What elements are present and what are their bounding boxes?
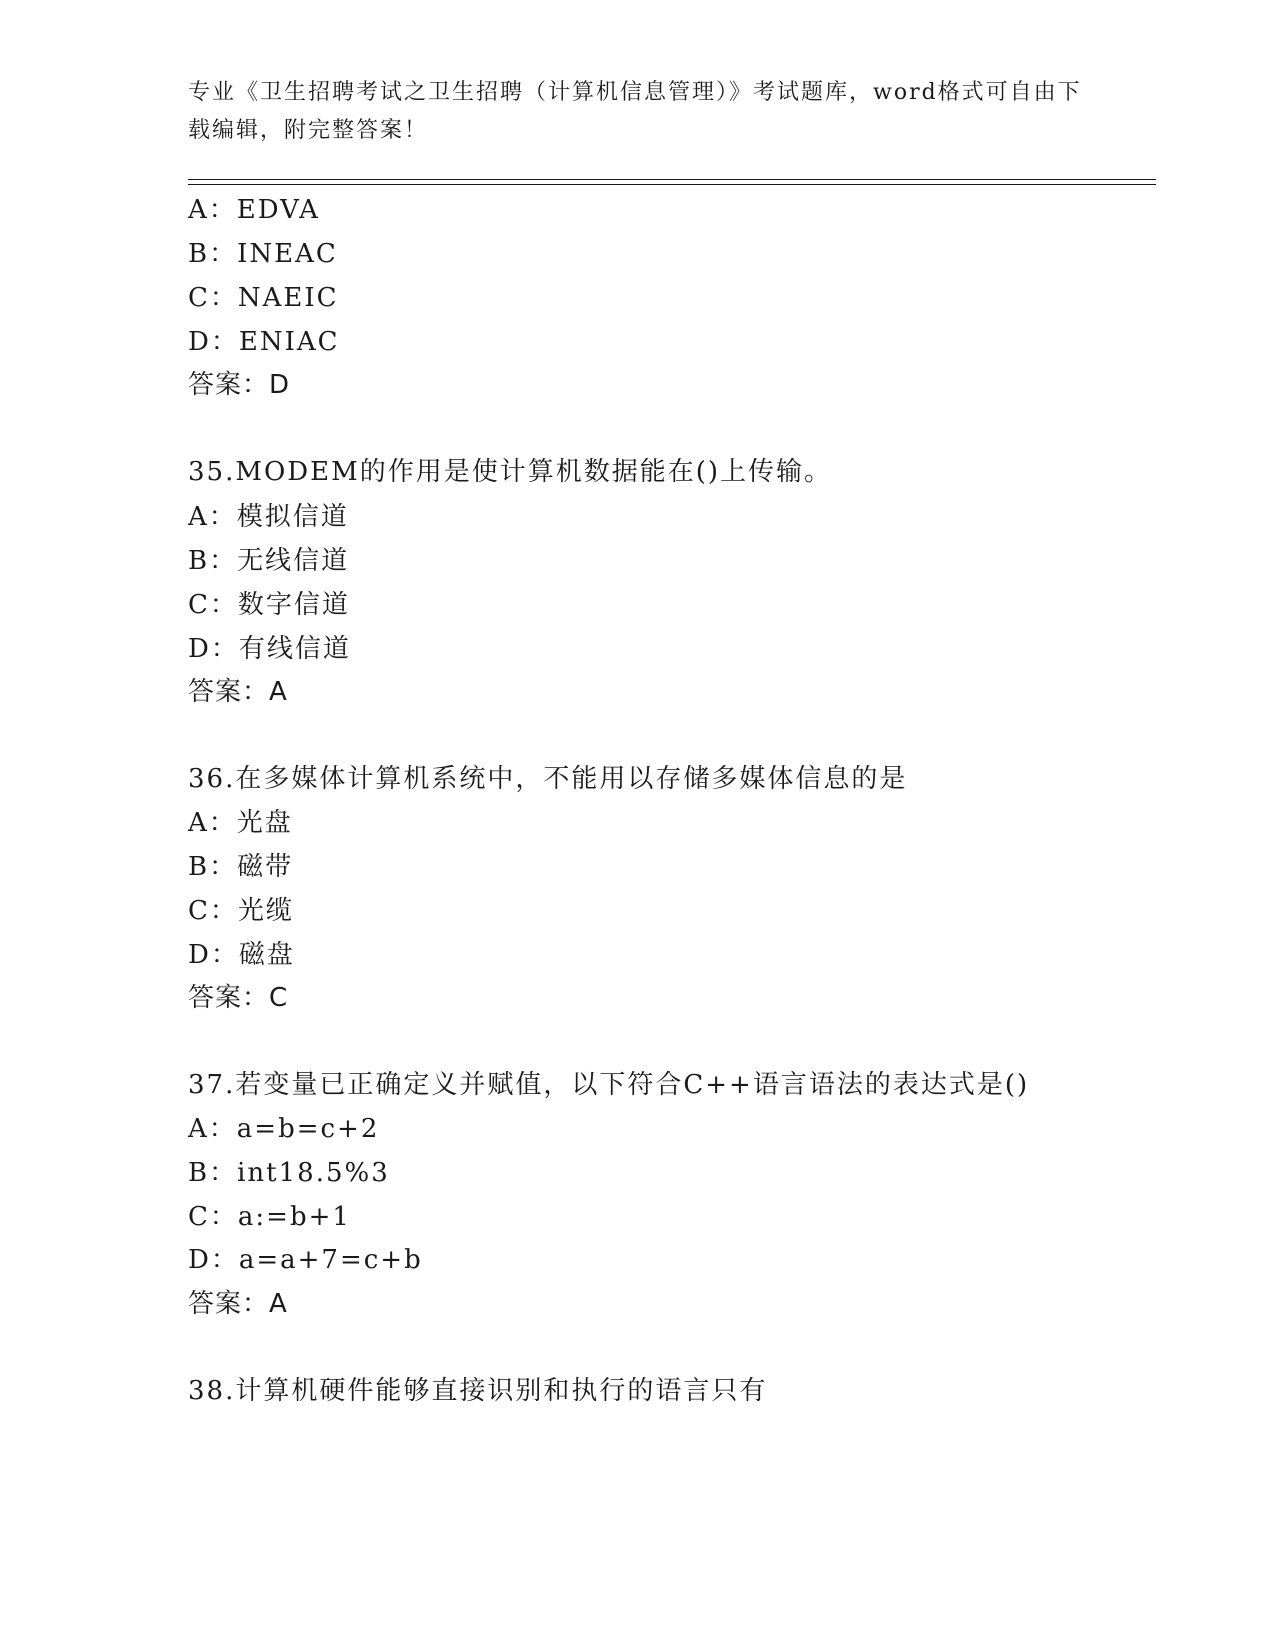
option-d: D：a=a+7=c+b: [188, 1245, 423, 1275]
option-d: D：ENIAC: [188, 327, 340, 357]
option-a: A：a=b=c+2: [188, 1114, 380, 1144]
question-stem: 35.MODEM的作用是使计算机数据能在()上传输。: [188, 457, 833, 487]
document-header: 专业《卫生招聘考试之卫生招聘（计算机信息管理）》考试题库，word格式可自由下载编辑，附完整答案！: [188, 80, 1082, 143]
question-stem: 37.若变量已正确定义并赋值，以下符合C++语言语法的表达式是(): [188, 1070, 1030, 1100]
answer-line: 答案：D: [188, 370, 291, 400]
answer-line: 答案：A: [188, 677, 288, 707]
option-a: A：光盘: [188, 808, 293, 838]
option-c: C：光缆: [188, 896, 294, 926]
option-b: B：无线信道: [188, 546, 350, 576]
option-c: C：NAEIC: [188, 283, 339, 313]
option-b: B：磁带: [188, 852, 294, 882]
option-a: A：模拟信道: [188, 502, 349, 532]
answer-line: 答案：A: [188, 1289, 288, 1319]
header-divider: [188, 179, 1156, 180]
header-divider-second: [188, 184, 1156, 185]
option-d: D：有线信道: [188, 634, 351, 664]
question-stem: 38.计算机硬件能够直接识别和执行的语言只有: [188, 1376, 768, 1406]
option-c: C：数字信道: [188, 590, 350, 620]
answer-line: 答案：C: [188, 983, 289, 1013]
option-a: A：EDVA: [188, 195, 320, 225]
option-d: D：磁盘: [188, 940, 295, 970]
option-b: B：INEAC: [188, 239, 338, 269]
question-stem: 36.在多媒体计算机系统中，不能用以存储多媒体信息的是: [188, 764, 908, 794]
option-b: B：int18.5%3: [188, 1158, 390, 1188]
option-c: C：a:=b+1: [188, 1202, 351, 1232]
